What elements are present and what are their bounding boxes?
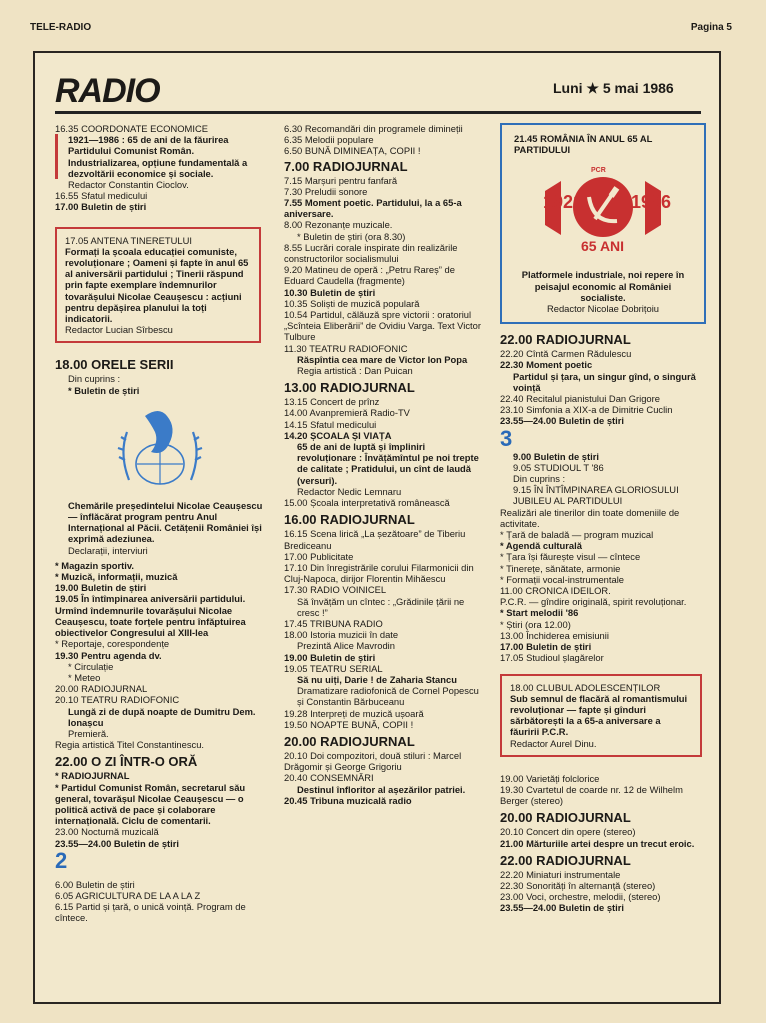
program-entry: 23.55—24.00 Buletin de știri: [500, 902, 625, 914]
logo-year-end: 1986: [631, 192, 672, 213]
program-heading: 22.00 RADIOJURNAL: [500, 332, 631, 348]
logo-year-start: 1921: [543, 192, 584, 213]
program-note: P.C.R. — gîndire originală, spirit revoluționar.: [500, 596, 687, 608]
program-heading: 22.00 O ZI ÎNTR-O ORĂ: [55, 754, 198, 770]
program-entry: 17.05 ANTENA TINERETULUI: [65, 234, 192, 246]
program-heading: 22.00 RADIOJURNAL: [500, 852, 631, 868]
program-note: * Tinerețe, sănătate, armonie: [500, 562, 621, 574]
program-entry: 23.55—24.00 Buletin de știri: [500, 415, 625, 427]
page-header-left: TELE-RADIO: [30, 22, 92, 33]
program-entry: 7.55 Moment poetic. Partidului, la a 65-a aniversare.: [284, 197, 462, 220]
day-number: 2: [55, 847, 68, 873]
program-description: Chemările președintelui Nicolae Ceaușescu — înflăcărat program pentru Anul Internațional al Păcii. Cetățenii României își exprimă adeziunea.: [68, 499, 263, 545]
program-heading: 7.00 RADIOJURNAL: [284, 158, 408, 174]
program-description: 65 de ani de luptă și împliniri revoluționare : Învățămîntul pe noi trepte de calitate ; Pratidului, un cînt de laudă (versuri).: [297, 441, 479, 486]
page-number: Pagina 5: [690, 22, 732, 33]
program-description: Partidul și țara, un singur gînd, o singură voință: [513, 370, 696, 393]
program-entry: 9.20 Matineu de operă : „Petru Rareș” de Eduard Caudella (fragmente): [284, 264, 455, 287]
program-entry: 19.00 Buletin de știri: [284, 651, 376, 663]
program-entry: 10.54 Partidul, călăuză spre victorii : oratoriul „Scînteia Eliberării” de Ovidiu Varga. Text Victor Tulbure: [284, 309, 481, 343]
program-entry: 7.30 Preludii sonore: [284, 185, 368, 197]
program-entry: 16.15 Scena lirică „La șezătoare” de Tiberiu Brediceanu: [284, 528, 466, 551]
program-entry: 17.30 RADIO VOINICEL: [284, 584, 387, 596]
program-entry: 14.00 Avanpremieră Radio-TV: [284, 407, 410, 419]
program-entry: 10.30 Buletin de știri: [284, 286, 376, 298]
program-entry: 21.00 Mărturiile artei despre un trecut eroic.: [500, 837, 695, 849]
editor-credit: Redactor Aurel Dinu.: [510, 737, 597, 749]
program-description: Sub semnul de flacără al romantismului revoluționar — fapte și gînduri sărbătorești la a 65-a aniversare a făuririi P.C.R.: [510, 692, 688, 738]
program-entry: 17.10 Din înregistrările corului Filarmonicii din Cluj-Napoca, dirijor Florentin Mihăescu: [284, 561, 474, 585]
program-entry: 13.15 Concert de prînz: [284, 396, 380, 408]
program-entry: 9.05 STUDIOUL T '86: [513, 461, 604, 473]
program-entry: 6.15 Partid și țară, o unică voință. Program de cîntece.: [55, 901, 246, 924]
program-note: Dramatizare radiofonică de Cornel Popescu și Constantin Bărbuceanu: [297, 685, 479, 708]
program-note: * Țară de baladă — program muzical: [500, 529, 654, 541]
highlight-box-romania: [500, 123, 706, 324]
program-entry: 22.20 Miniaturi instrumentale: [500, 868, 621, 880]
program-entry: 19.00 Buletin de știri: [55, 582, 147, 594]
program-note: Prezintă Alice Mavrodin: [297, 640, 395, 652]
program-note: * Muzică, informații, muzică: [55, 571, 178, 583]
program-entry: 6.50 BUNĂ DIMINEAȚA, COPII !: [284, 145, 421, 157]
program-entry: 8.55 Lucrări corale inspirate din realizările constructorilor socialismului: [284, 241, 458, 265]
logo-text: PCR: [591, 167, 606, 175]
editor-credit: Redactor Nedic Lemnaru: [297, 485, 402, 497]
program-note: Declarații, interviuri: [68, 544, 148, 556]
highlight-box-antena: [55, 227, 261, 344]
section-title: RADIO: [55, 72, 160, 110]
program-entry: 6.00 Buletin de știri: [55, 878, 135, 890]
program-entry: 20.10 Doi compozitori, două stiluri : Marcel Drăgomir și George Grigoriu: [284, 749, 462, 773]
program-heading: 16.00 RADIOJURNAL: [284, 512, 415, 528]
program-description: Destinul înfloritor al așezărilor patriei.: [297, 783, 466, 795]
program-entry: 7.15 Marșuri pentru fanfară: [284, 174, 398, 186]
program-entry: 23.00 Voci, orchestre, melodii, (stereo): [500, 891, 661, 903]
pcr-emblem: [533, 163, 673, 263]
program-entry: 6.30 Recomandări din programele dimineții: [284, 123, 463, 134]
program-note: * Țara își făurește visul — cîntece: [500, 551, 641, 563]
program-entry: 9.00 Buletin de știri: [513, 450, 599, 462]
program-entry: 14.20 ȘCOALA ȘI VIAȚA: [284, 429, 392, 441]
program-note: Regia artistică Titel Constantinescu.: [55, 739, 205, 751]
program-entry: 20.00 RADIOJURNAL: [55, 683, 148, 695]
program-entry: 6.05 AGRICULTURA DE LA A LA Z: [55, 889, 201, 901]
column-3: [500, 123, 706, 914]
program-description: Să nu uiți, Darie ! de Zaharia Stancu: [297, 673, 457, 685]
program-entry: 23.10 Simfonia a XIX-a de Dimitrie Cuclin: [500, 404, 673, 416]
program-entry: 20.10 Concert din opere (stereo): [500, 826, 636, 838]
program-entry: 19.50 NOAPTE BUNĂ, COPII !: [284, 718, 414, 730]
program-entry: 17.05 Studioul șlagărelor: [500, 652, 604, 664]
title-rule: [55, 111, 701, 114]
program-note: * Circulație: [68, 660, 114, 672]
program-entry: 19.00 Varietăți folclorice: [500, 772, 600, 784]
editor-credit: Redactor Nicolae Dobrițoiu: [546, 303, 660, 315]
program-entry: 21.45 ROMÂNIA ÎN ANUL 65 AL PARTIDULUI: [514, 133, 653, 156]
program-description: Formați la școala educației comuniste, revoluționare ; Oameni și fapte în anul 65 al aniversării partidului ; Tinerii răspund prin fapte exemplare îndemnurilor tovarășului Nicolae Ceaușescu : acțiuni pentru depășirea planului la toți indicatorii.: [65, 245, 249, 325]
program-description: Răspîntia cea mare de Victor Ion Popa: [297, 353, 468, 365]
program-description: 1921—1986 : 65 de ani de la făurirea Partidului Comunist Român. Industrializarea, opțiune fundamentală a dezvoltării economice și sociale.: [55, 134, 265, 179]
program-note: * Buletin de știri (ora 8.30): [297, 230, 406, 242]
program-entry: 14.15 Sfatul medicului: [284, 418, 377, 430]
program-note: * Buletin de știri: [68, 384, 140, 396]
highlight-box-clubul: [500, 674, 702, 757]
program-entry: 19.05 TEATRU SERIAL: [284, 662, 383, 674]
program-note: * RADIOJURNAL: [55, 770, 130, 782]
program-note: Premieră.: [68, 727, 109, 739]
program-entry: 19.30 Pentru agenda dv.: [55, 649, 162, 661]
program-entry: 11.30 TEATRU RADIOFONIC: [284, 342, 408, 354]
column-1: [55, 123, 265, 924]
program-entry: 22.30 Sonorități în alternanță (stereo): [500, 879, 656, 891]
program-note: * Agendă culturală: [500, 540, 582, 552]
program-note: * Start melodii '86: [500, 607, 579, 619]
program-entry: 17.45 TRIBUNA RADIO: [284, 617, 383, 629]
program-entry: 13.00 Închiderea emisiunii: [500, 629, 609, 641]
program-entry: 19.30 Cvartetul de coarde nr. 12 de Wilhelm Berger (stereo): [500, 783, 683, 807]
program-note: Din cuprins :: [68, 373, 121, 385]
program-entry: 22.30 Moment poetic: [500, 359, 593, 371]
program-note: Din cuprins :: [513, 473, 566, 485]
program-heading: 20.00 RADIOJURNAL: [500, 810, 631, 826]
program-entry: 20.40 CONSEMNĂRI: [284, 772, 374, 784]
program-entry: 10.35 Soliști de muzică populară: [284, 297, 420, 309]
program-entry: 16.35 COORDONATE ECONOMICE: [55, 123, 208, 134]
program-description: Platformele industriale, noi repere în peisajul economic al României socialiste.: [521, 269, 685, 303]
date-line: Luni ★ 5 mai 1986: [553, 80, 674, 96]
program-entry: 8.00 Rezonanțe muzicale.: [284, 219, 393, 231]
program-entry: 6.35 Melodii populare: [284, 134, 374, 146]
program-heading: 18.00 ORELE SERII: [55, 357, 174, 373]
column-2: [284, 123, 484, 806]
program-entry: 20.10 TEATRU RADIOFONIC: [55, 694, 180, 706]
program-entry: 22.40 Recitalul pianistului Dan Grigore: [500, 393, 660, 405]
program-heading: 13.00 RADIOJURNAL: [284, 380, 415, 396]
program-entry: 18.00 Istoria muzicii în date: [284, 629, 399, 641]
program-entry: 22.20 Cîntă Carmen Rădulescu: [500, 348, 632, 360]
editor-credit: Redactor Lucian Sîrbescu: [65, 324, 173, 336]
day-number: 3: [500, 425, 513, 451]
program-heading: 20.00 RADIOJURNAL: [284, 733, 415, 749]
program-entry: 9.15 ÎN ÎNTÎMPINAREA GLORIOSULUI JUBILEU AL PARTIDULUI: [513, 484, 679, 507]
program-entry: 23.00 Nocturnă muzicală: [55, 826, 159, 838]
program-note: * Știri (ora 12.00): [500, 618, 571, 630]
program-entry: 19.05 În întîmpinarea aniversării partidului. Urmînd îndemnurile tovarășului Nicolae Ceaușescu, toate forțele pentru înfăptuirea obiectivelor Congresului al XIII-lea: [55, 593, 246, 639]
program-note: * Meteo: [68, 671, 101, 683]
program-entry: 19.28 Interpreți de muzică ușoară: [284, 707, 424, 719]
program-entry: 11.00 CRONICA IDEILOR.: [500, 585, 611, 597]
logo-anniversary: 65 ANI: [581, 238, 625, 255]
program-note: Să învățăm un cîntec : „Grădinile țării ne cresc !”: [297, 595, 465, 618]
program-entry: 18.00 CLUBUL ADOLESCENȚILOR: [510, 681, 661, 693]
program-note: * Formații vocal-instrumentale: [500, 573, 624, 585]
editor-credit: Redactor Constantin Cioclov.: [68, 179, 189, 191]
program-note: * Magazin sportiv.: [55, 559, 135, 571]
program-note: Realizări ale tinerilor din toate domeniile de activitate.: [500, 506, 680, 529]
program-entry: 17.00 Publicitate: [284, 550, 354, 562]
program-note: Regia artistică : Dan Puican: [297, 365, 413, 377]
program-entry: 15.00 Școala interpretativă românească: [284, 497, 450, 509]
program-note: * Reportaje, corespondențe: [55, 638, 170, 650]
program-description: * Partidul Comunist Român, secretarul său general, tovarășul Nicolae Ceaușescu — o politică activă de pace și colaborare internațională. Ciclu de comentarii.: [55, 781, 246, 827]
dove-peace-emblem-icon: [115, 402, 205, 494]
program-entry: 20.45 Tribuna muzicală radio: [284, 794, 412, 806]
program-entry: 16.55 Sfatul medicului: [55, 190, 148, 202]
program-entry: 17.00 Buletin de știri: [500, 641, 592, 653]
program-description: Lungă zi de după noapte de Dumitru Dem. Ionașcu: [68, 705, 256, 728]
program-entry: 23.55—24.00 Buletin de știri: [55, 837, 180, 849]
program-entry: 17.00 Buletin de știri: [55, 201, 147, 213]
